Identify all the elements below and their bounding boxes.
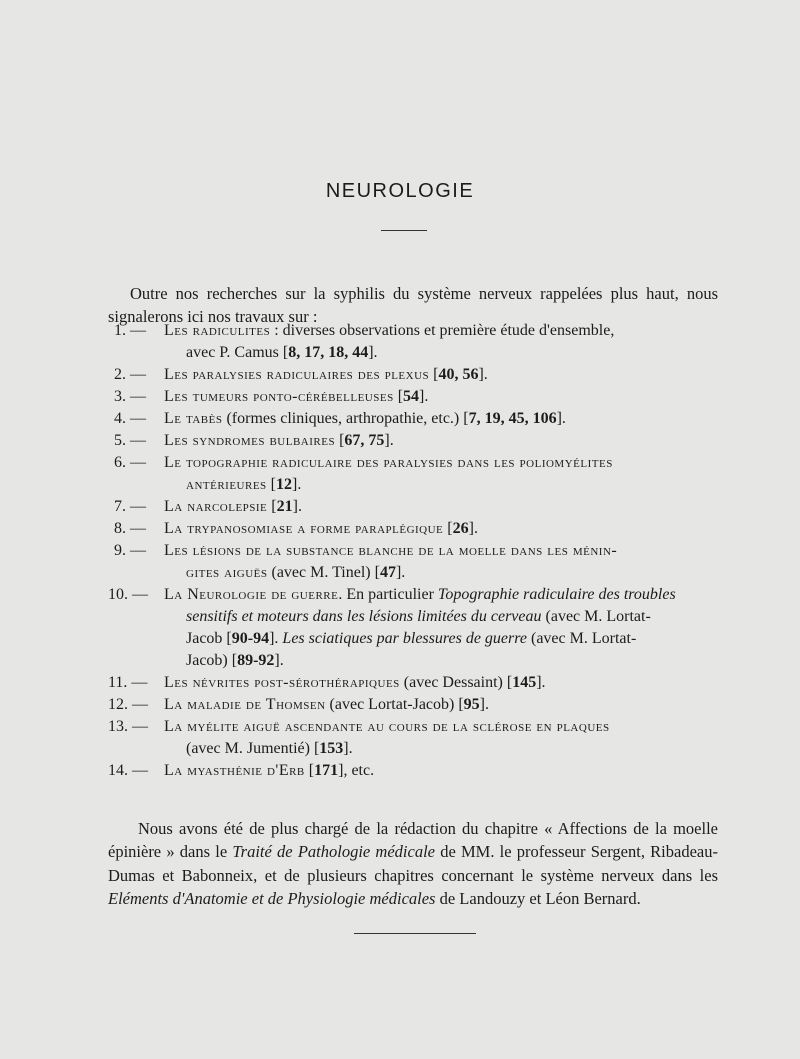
list-item-11	[108, 672, 728, 694]
list-item-3	[108, 386, 728, 408]
closing-italic-title: Traité de Pathologie médicale	[232, 842, 435, 861]
list-item-6	[108, 452, 728, 496]
list-item-9	[108, 540, 728, 584]
item-text: (avec M. Jumentié) [	[186, 740, 320, 757]
item-heading-continuation: gites aiguës	[186, 564, 268, 581]
item-text: [	[443, 520, 453, 537]
item-refs: 21	[276, 498, 293, 515]
item-refs: 47	[379, 564, 396, 581]
item-heading: Les lésions de la substance blanche de la moelle dans les ménin-	[164, 542, 618, 559]
closing-paragraph	[108, 817, 718, 911]
page-title: NEUROLOGIE	[325, 180, 475, 202]
item-refs: 95	[463, 696, 480, 713]
item-refs-close: ].	[478, 366, 488, 383]
item-heading: La maladie de Thomsen	[164, 696, 326, 713]
list-item-7	[108, 496, 728, 518]
item-refs: 67, 75	[344, 432, 385, 449]
item-refs: 171	[314, 762, 339, 779]
item-heading: La myélite aiguë ascendante au cours de la sclérose en plaques	[164, 718, 610, 735]
item-number: 11. —	[108, 674, 148, 691]
item-text: [	[335, 432, 345, 449]
item-heading: La Neurologie de guerre	[164, 586, 339, 603]
item-heading: Les tumeurs ponto-cérébelleuses	[164, 388, 394, 405]
title-divider	[381, 230, 427, 231]
item-refs-close: ].	[274, 652, 284, 669]
item-text: : diverses observations et première étude d'ensemble,	[270, 322, 615, 339]
item-text: [	[393, 388, 404, 405]
item-refs-close: ].	[343, 740, 353, 757]
item-number: 14. —	[108, 762, 148, 779]
item-text: [	[304, 762, 315, 779]
item-refs: 7, 19, 45, 106	[468, 410, 557, 427]
intro-paragraph: Outre nos recherches sur la syphilis du système nerveux rappelées plus haut, nous signalerons ici nos travaux sur :	[108, 283, 718, 326]
item-refs-close: ].	[536, 674, 546, 691]
item-number: 8. —	[114, 520, 146, 537]
item-heading: Les syndromes bulbaires	[164, 432, 336, 449]
item-refs: 145	[512, 674, 537, 691]
item-continuation: avec P. Camus [	[186, 344, 289, 361]
item-heading: Les radiculites	[164, 322, 271, 339]
item-number: 1. —	[114, 322, 146, 339]
item-refs: 90-94	[231, 630, 270, 647]
list-item-2	[108, 364, 728, 386]
item-heading: La myasthénie d'Erb	[164, 762, 305, 779]
item-refs: 54	[403, 388, 420, 405]
item-refs-close: ].	[384, 432, 394, 449]
item-number: 3. —	[114, 388, 146, 405]
item-number: 6. —	[114, 454, 146, 471]
item-text: (avec M. Tinel) [	[267, 564, 380, 581]
list-item-13	[108, 716, 728, 760]
item-refs: 12	[276, 476, 292, 493]
item-refs-close: ].	[368, 344, 378, 361]
item-text: (avec M. Lortat-	[541, 608, 651, 625]
list-item-4	[108, 408, 728, 430]
item-refs-close: ].	[468, 520, 478, 537]
item-number: 9. —	[114, 542, 146, 559]
item-heading: Le tabès	[164, 410, 223, 427]
item-refs: 153	[319, 740, 344, 757]
item-refs: 40, 56	[438, 366, 479, 383]
item-refs-close: ].	[419, 388, 429, 405]
item-italic-title: Topographie radiculaire des troubles	[437, 586, 676, 603]
end-divider	[354, 933, 476, 934]
list-item-5	[108, 430, 728, 452]
item-text: (formes cliniques, arthropathie, etc.) [	[222, 410, 469, 427]
list-item-12	[108, 694, 728, 716]
item-heading: La narcolepsie	[164, 498, 268, 515]
item-italic-title: sensitifs et moteurs dans les lésions limitées du cerveau	[186, 608, 542, 625]
item-refs: 8, 17, 18, 44	[288, 344, 369, 361]
closing-italic-title: Eléments d'Anatomie et de Physiologie médicales	[108, 889, 436, 908]
item-heading: La trypanosomiase a forme paraplégique	[164, 520, 444, 537]
item-heading: Les névrites post-sérothérapiques	[164, 674, 400, 691]
item-text: (avec Lortat-Jacob) [	[325, 696, 464, 713]
item-text: [	[429, 366, 439, 383]
closing-text: Nous avons été de plus chargé de la rédaction du chapitre « Affections de la moelle épinière » dans le	[108, 818, 718, 861]
item-text: [	[267, 498, 277, 515]
item-heading-continuation: antérieures	[186, 476, 267, 493]
closing-text: de MM. le professeur Sergent, Ribadeau-Dumas et Babonneix, et de plusieurs chapitres concernant le système nerveux dans les	[108, 842, 718, 885]
item-refs-close: ], etc.	[338, 762, 375, 779]
item-text: . En particulier	[338, 586, 438, 603]
item-number: 4. —	[114, 410, 146, 427]
list-item-1	[108, 320, 728, 364]
item-refs-close: ].	[292, 476, 302, 493]
item-refs-close: ].	[292, 498, 302, 515]
works-list	[108, 320, 728, 782]
item-number: 10. —	[108, 586, 148, 603]
item-italic-title: Les sciatiques par blessures de guerre	[282, 630, 527, 647]
item-text: [	[266, 476, 276, 493]
item-refs: 89-92	[237, 652, 275, 669]
list-item-8	[108, 518, 728, 540]
item-heading: Les paralysies radiculaires des plexus	[164, 366, 430, 383]
list-item-10	[108, 584, 728, 672]
item-text: (avec M. Lortat-	[527, 630, 637, 647]
item-refs-close: ].	[556, 410, 566, 427]
item-heading: Le topographie radiculaire des paralysies dans les poliomyélites	[164, 454, 613, 471]
list-item-14	[108, 760, 728, 782]
closing-text: de Landouzy et Léon Bernard.	[435, 889, 641, 908]
item-number: 13. —	[108, 718, 148, 735]
item-number: 5. —	[114, 432, 146, 449]
item-text: (avec Dessaint) [	[399, 674, 513, 691]
item-number: 12. —	[108, 696, 148, 713]
item-text: ].	[269, 630, 283, 647]
item-refs-close: ].	[479, 696, 489, 713]
item-number: 7. —	[114, 498, 146, 515]
item-text: Jacob [	[186, 630, 232, 647]
item-text: Jacob) [	[186, 652, 238, 669]
item-refs-close: ].	[395, 564, 406, 581]
item-number: 2. —	[114, 366, 146, 383]
item-refs: 26	[452, 520, 469, 537]
